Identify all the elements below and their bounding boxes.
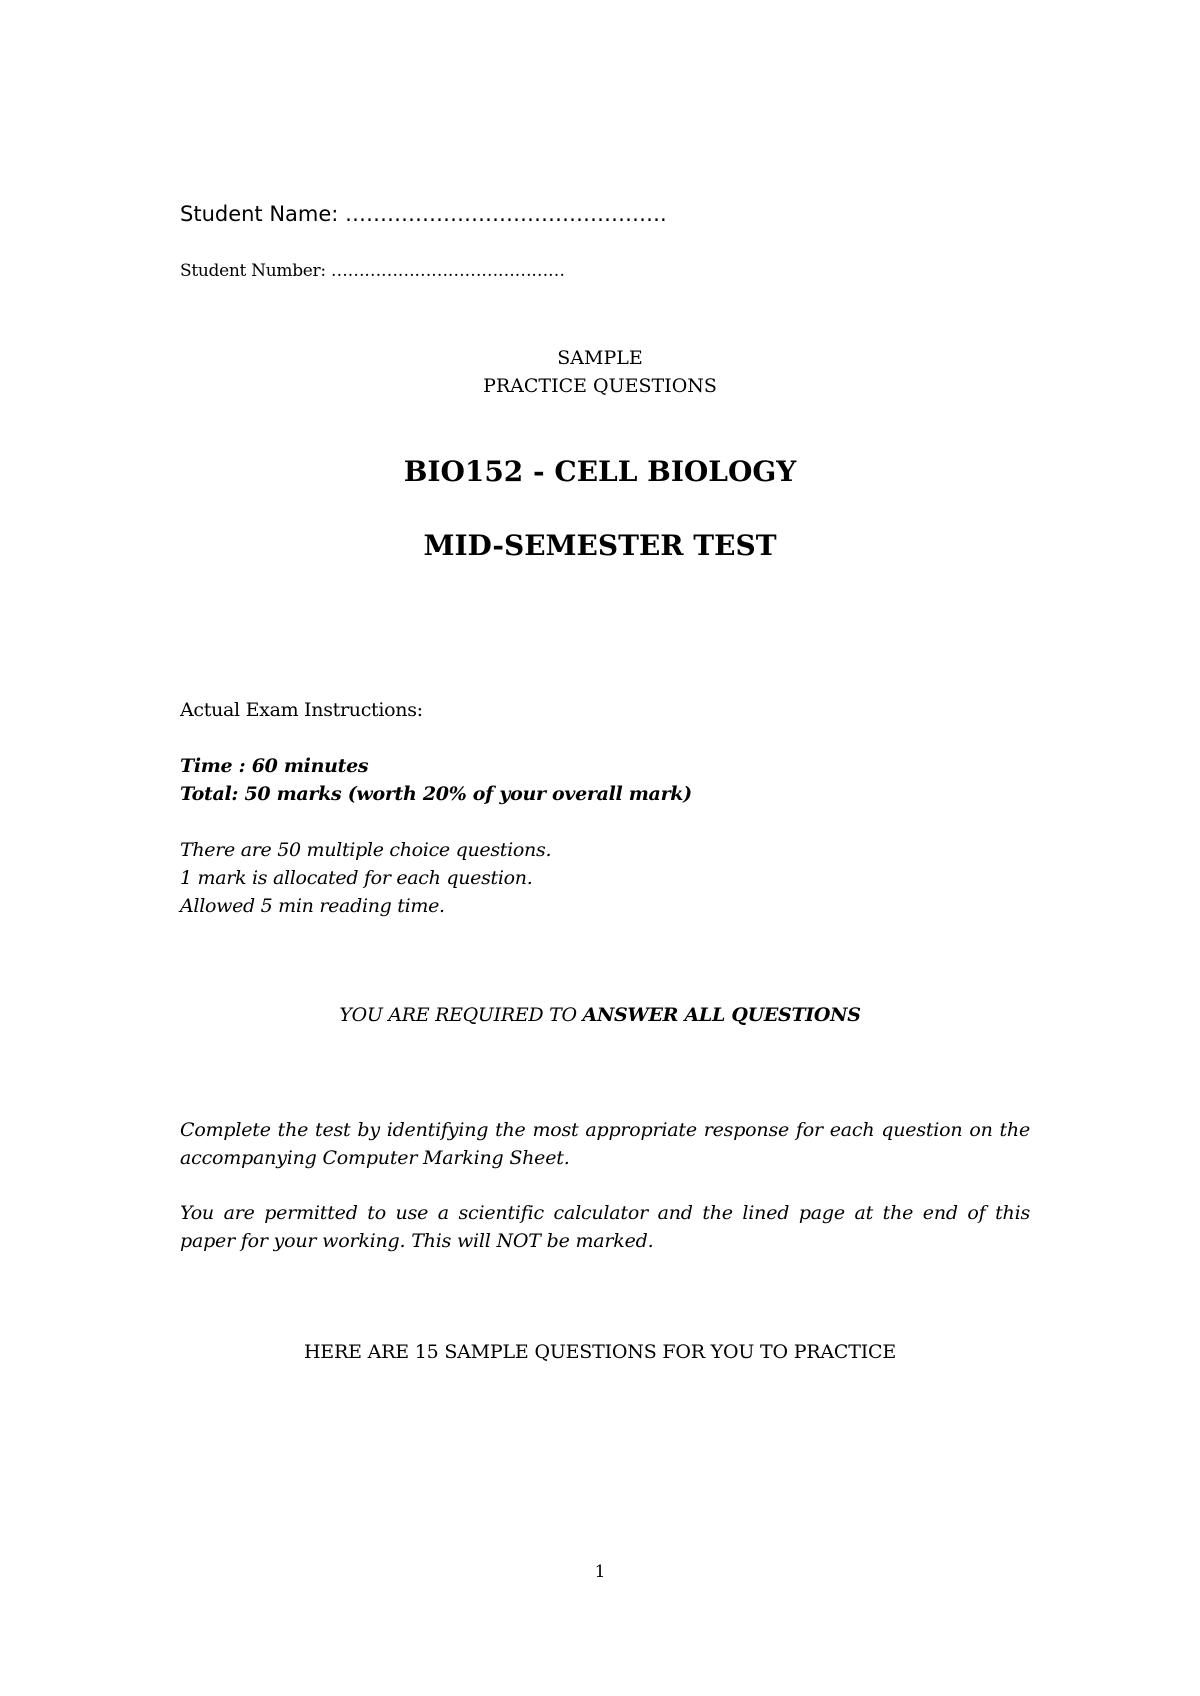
page-number: 1	[594, 1562, 606, 1582]
required-emphasis: ANSWER ALL QUESTIONS	[582, 1004, 861, 1026]
reading-time-instruction: Allowed 5 min reading time.	[180, 895, 445, 917]
complete-test-paragraph: Complete the test by identifying the most appropriate response for each question on the accompanying Computer Marking Sheet.	[180, 1119, 1030, 1169]
required-notice	[0, 1004, 1200, 1026]
mark-allocation-instruction: 1 mark is allocated for each question.	[180, 867, 533, 889]
student-name-field: Student Name: ……………………………………….	[180, 202, 667, 226]
required-prefix: YOU ARE REQUIRED TO	[339, 1004, 583, 1026]
calculator-paragraph: You are permitted to use a scientific calculator and the lined page at the end of this paper for your working. This will NOT be marked.	[180, 1202, 1030, 1252]
course-title: BIO152 - CELL BIOLOGY	[403, 455, 797, 488]
question-count-instruction: There are 50 multiple choice questions.	[180, 839, 552, 861]
student-number-field: Student Number: ……………………………………	[180, 261, 565, 281]
time-instruction: Time : 60 minutes	[180, 755, 369, 777]
sample-heading	[0, 344, 1200, 400]
sample-count-notice: HERE ARE 15 SAMPLE QUESTIONS FOR YOU TO PRACTICE	[303, 1341, 897, 1363]
sample-label: SAMPLE	[557, 347, 643, 369]
test-title: MID-SEMESTER TEST	[423, 529, 777, 562]
total-instruction: Total: 50 marks (worth 20% of your overall mark)	[180, 783, 692, 805]
practice-questions-label: PRACTICE QUESTIONS	[483, 375, 717, 397]
instructions-heading: Actual Exam Instructions:	[180, 699, 423, 721]
